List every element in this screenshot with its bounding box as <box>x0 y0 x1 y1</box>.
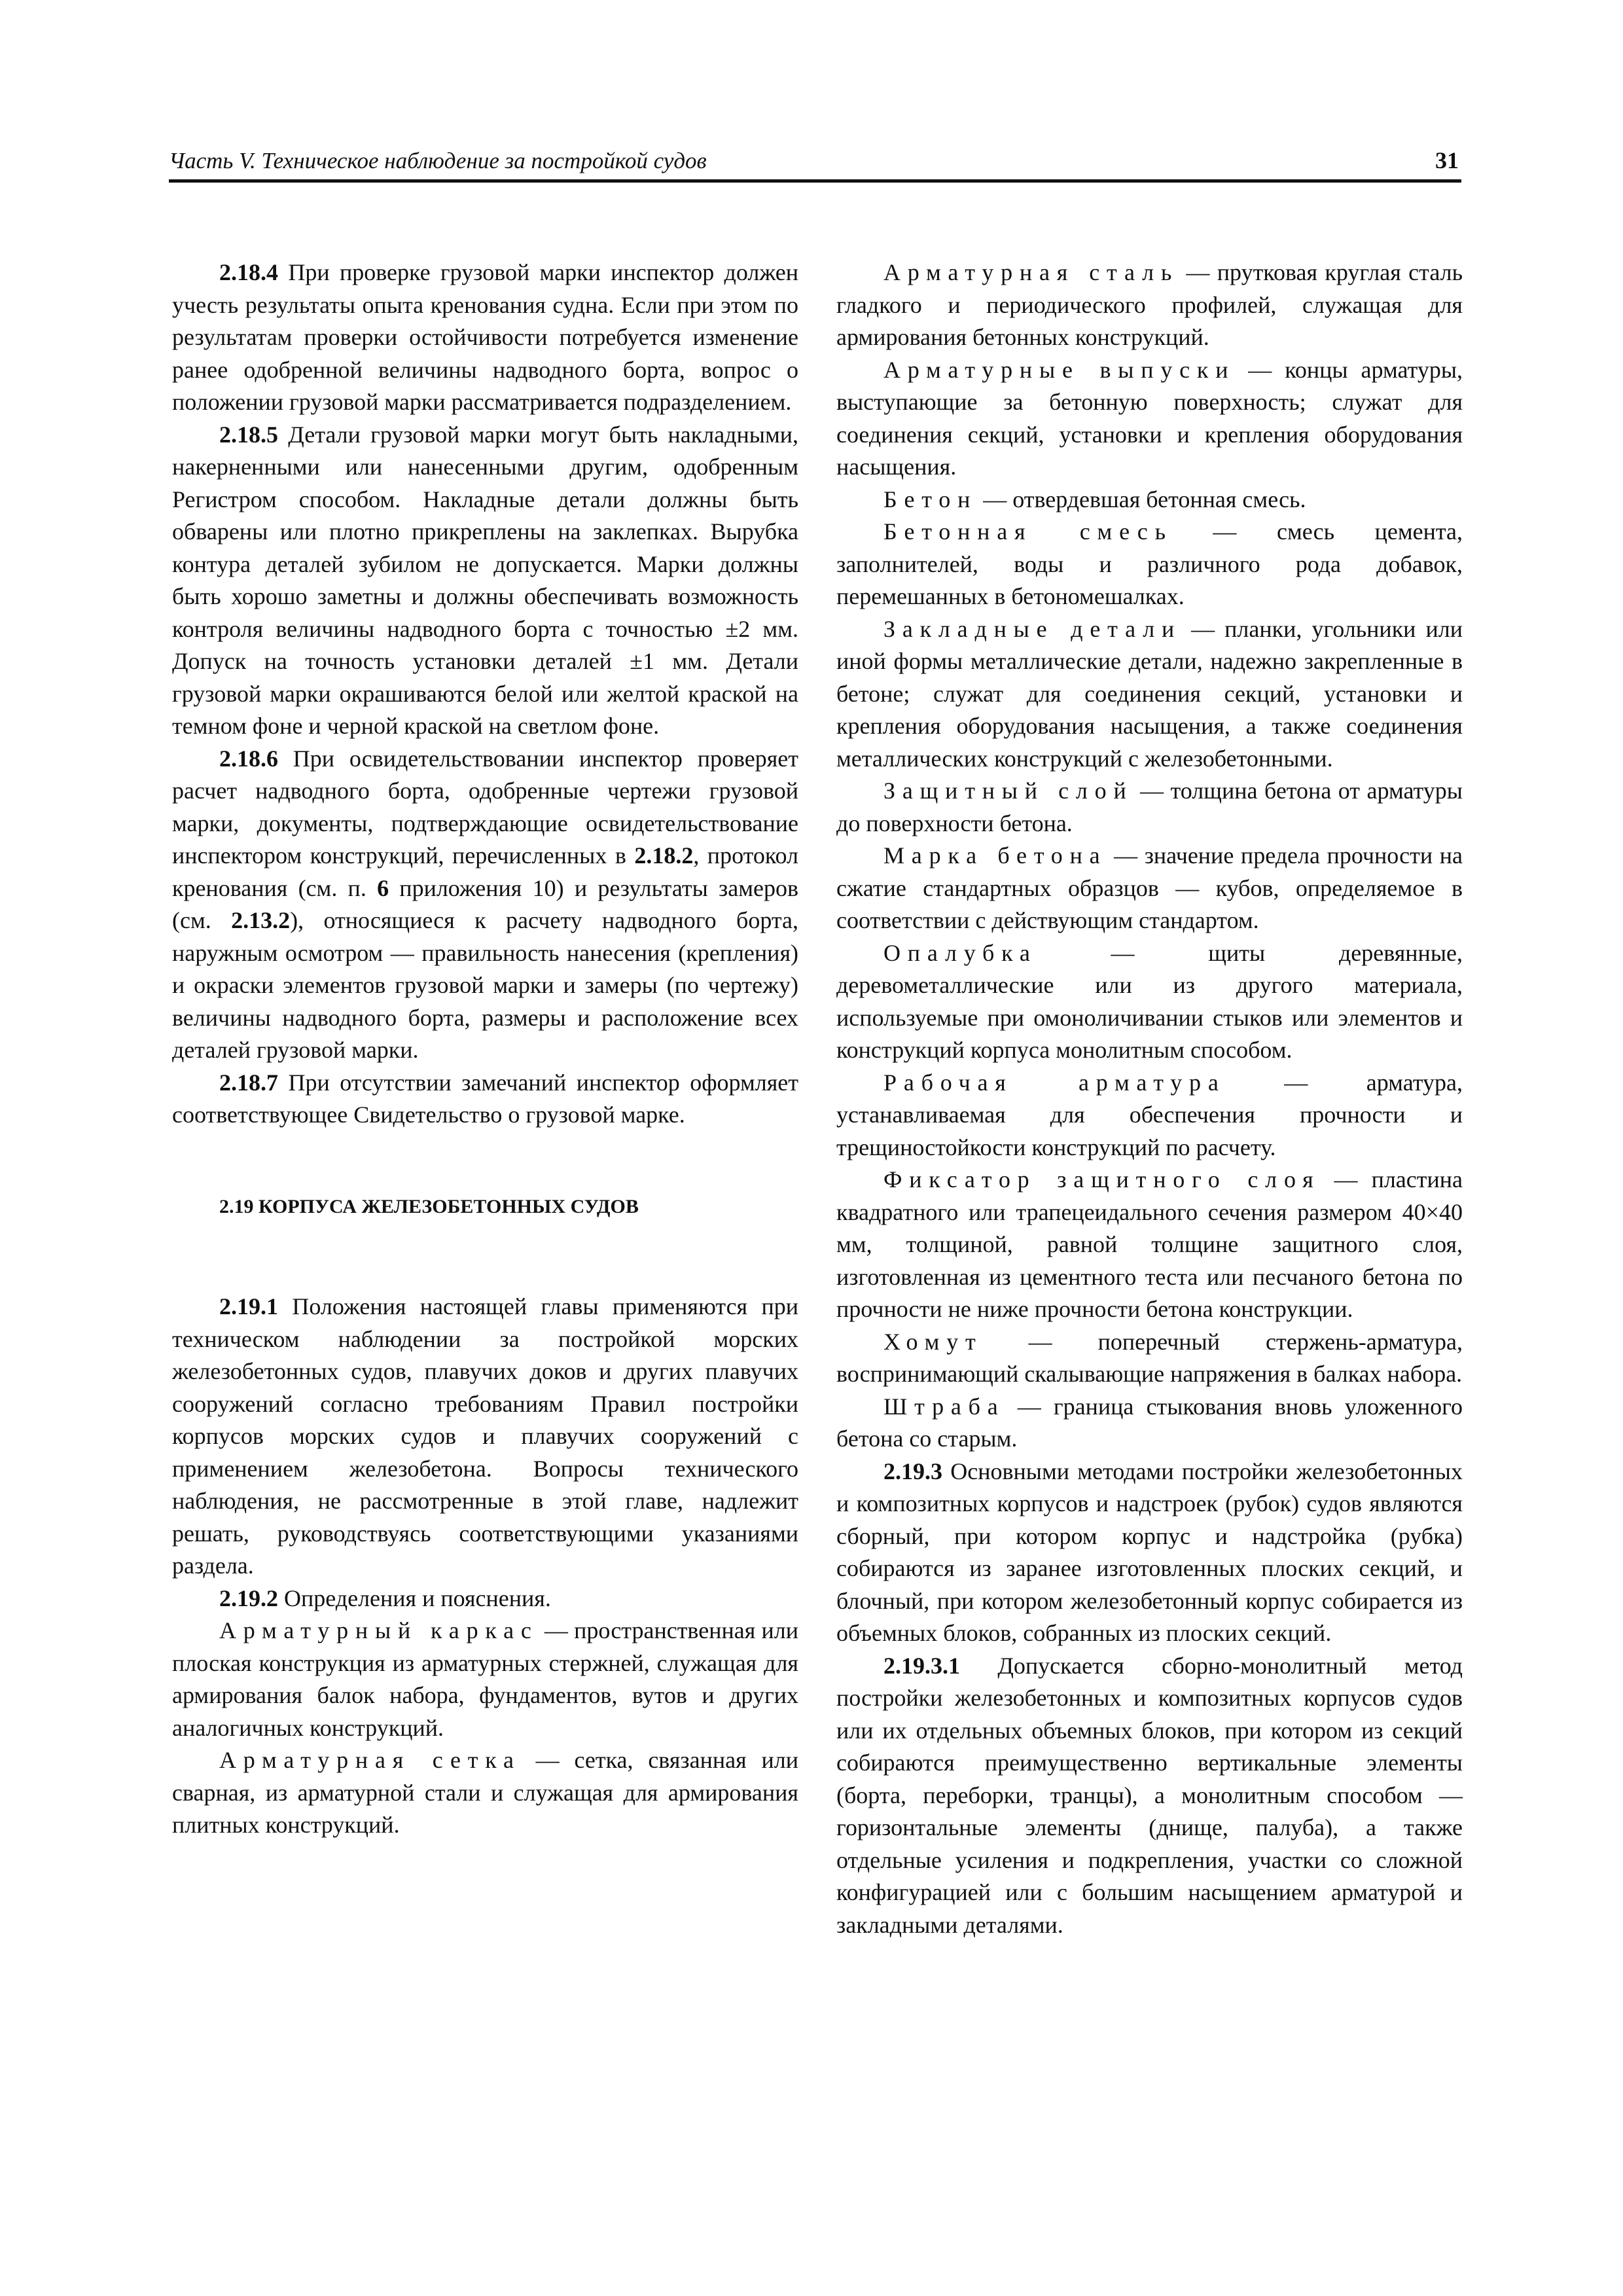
paragraph-text: Детали грузовой марки могут быть накладными, накерненными или нанесенными другим, одобренным Регистром способом. Накладные детали должны быть обварены или плотно прикреплены на заклепках. Вырубка контура деталей зубилом не допускается. Марки должны быть хорошо заметны и должны обеспечивать возможность контроля величины надводного борта с точностью ±2 мм. Допуск на точность установки деталей ±1 мм. Детали грузовой марки окрашиваются белой или желтой краской на темном фоне и черной краской на светлом фоне. <box>172 421 798 739</box>
clause-number: 2.18.5 <box>219 421 278 448</box>
definition-beton <box>836 484 1463 516</box>
definition-term: Арматурные выпуски <box>883 356 1236 383</box>
paragraph-2-18-6 <box>172 743 798 1067</box>
definition-zashchitny-sloy <box>836 775 1463 840</box>
right-column <box>836 257 1463 1941</box>
paragraph-text: ), относящиеся к расчету надводного борта, наружным осмотром — правильность нанесения (крепления) и окраски элементов грузовой марки и замеры (по чертежу) величины надводного борта, размеры и расположение всех деталей грузовой марки. <box>172 907 798 1063</box>
clause-number: 2.18.4 <box>219 259 278 285</box>
paragraph-text: При отсутствии замечаний инспектор оформляет соответствующее Свидетельство о грузовой марке. <box>172 1069 798 1128</box>
definition-shtraba <box>836 1391 1463 1456</box>
paragraph-2-19-3 <box>836 1456 1463 1650</box>
paragraph-2-18-5 <box>172 419 798 743</box>
cross-reference: 6 <box>377 874 389 901</box>
running-header <box>169 145 1461 183</box>
definition-text: — концы арматуры, выступающие за бетонную поверхность; служат для соединения секций, установки и крепления оборудования насыщения. <box>836 356 1463 480</box>
paragraph-text: , протокол кренования (см. п. <box>172 842 799 901</box>
paragraph-2-18-4 <box>172 257 798 419</box>
definition-zakladnye-detali <box>836 613 1463 776</box>
definition-term: Опалубка <box>883 939 1037 966</box>
definition-fiksator <box>836 1164 1463 1326</box>
paragraph-text: Положения настоящей главы применяются при техническом наблюдении за постройкой морских железобетонных судов, плавучих доков и других плавучих сооружений согласно требованиям Правил постройки корпусов морских судов и плавучих сооружений с применением железобетона. Вопросы технического наблюдения, не рассмотренные в этой главе, надлежит решать, руководствуясь соответствующими указаниями раздела. <box>172 1293 798 1579</box>
paragraph-text: Определения и пояснения. <box>278 1585 551 1611</box>
definition-text: — арматура, устанавливаемая для обеспечения прочности и трещиностойкости конструкций по расчету. <box>836 1069 1463 1160</box>
definition-text: — пространственная или плоская конструкция из арматурных стержней, служащая для армирования балок набора, фундаментов, вутов и других аналогичных конструкций. <box>172 1617 798 1741</box>
definition-betonnaya-smes <box>836 516 1463 613</box>
page-number: 31 <box>1435 147 1459 173</box>
definition-term: Марка бетона <box>883 842 1107 869</box>
definition-term: Рабочая арматура <box>883 1069 1226 1096</box>
definition-text: — поперечный стержень-арматура, воспринимающий скалывающие напряжения в балках набора. <box>836 1328 1463 1387</box>
definition-armaturnaya-stal <box>836 257 1463 354</box>
paragraph-2-19-2 <box>172 1583 798 1615</box>
definition-opalubka <box>836 937 1463 1067</box>
definition-term: Арматурная сетка <box>219 1747 521 1773</box>
definition-text: — значение предела прочности на сжатие стандартных образцов — кубов, определяемое в соответствии с действующим стандартом. <box>836 842 1463 933</box>
definition-term: Штраба <box>883 1393 1005 1420</box>
left-column <box>172 257 798 1842</box>
clause-number: 2.19.2 <box>219 1585 278 1611</box>
definition-term: Арматурный каркас <box>219 1617 539 1643</box>
definition-text: — щиты деревянные, деревометаллические или из другого материала, используемые при омоноличивании стыков или элементов и конструкций корпуса монолитным способом. <box>836 939 1463 1063</box>
definition-term: Хомут <box>883 1328 983 1355</box>
definition-term: Фиксатор защитного слоя <box>883 1166 1321 1193</box>
definition-text: — толщина бетона от арматуры до поверхности бетона. <box>836 778 1463 836</box>
paragraph-text: При проверке грузовой марки инспектор должен учесть результаты опыта кренования судна. Если при этом по результатам проверки остойчивости потребуется изменение ранее одобренной величины надводного борта, вопрос о положении грузовой марки рассматривается подразделением. <box>172 259 798 415</box>
definition-term: Закладные детали <box>883 615 1182 642</box>
definition-text: — отвердевшая бетонная смесь. <box>977 486 1306 512</box>
section-heading: 2.19 КОРПУСА ЖЕЛЕЗОБЕТОННЫХ СУДОВ <box>219 1195 639 1217</box>
definition-term: Арматурная сталь <box>883 259 1179 285</box>
paragraph-text: Допускается сборно-монолитный метод постройки железобетонных и композитных корпусов судов или их отдельных объемных блоков, при котором из секций собираются преимущественно вертикальные элементы (борта, переборки, транцы), а монолитным способом — горизонтальные элементы (днище, палуба), а также отдельные усиления и подкрепления, участки со сложной конфигурацией или с большим насыщением арматурой и закладными деталями. <box>836 1652 1463 1938</box>
definition-term: Защитный слой <box>883 778 1133 804</box>
definition-armaturnaya-setka <box>172 1744 798 1842</box>
definition-text: — планки, угольники или иной формы металлические детали, надежно закрепленные в бетоне; служат для соединения секций, установки и крепления оборудования насыщения, а также соединения металлических конструкций с железобетонными. <box>836 615 1463 772</box>
paragraph-2-19-1 <box>172 1291 798 1583</box>
clause-number: 2.18.6 <box>219 745 278 772</box>
paragraph-text: приложения 10) и результаты замеров (см. <box>172 874 798 933</box>
definition-text: — сетка, связанная или сварная, из арматурной стали и служащая для армирования плитных конструкций. <box>172 1747 798 1838</box>
definition-rabochaya-armatura <box>836 1067 1463 1164</box>
cross-reference: 2.13.2 <box>231 907 291 933</box>
clause-number: 2.19.3.1 <box>883 1652 960 1679</box>
paragraph-text: Основными методами постройки железобетонных и композитных корпусов и надстроек (рубок) судов являются сборный, при котором корпус и надстройка (рубка) собираются из заранее изготовленных плоских секций, и блочный, при котором железобетонный корпус собирается из объемных блоков, собранных из плоских секций. <box>836 1458 1463 1646</box>
definition-text: — пластина квадратного или трапецеидального сечения размером 40×40 мм, толщиной, равной толщине защитного слоя, изготовленная из цементного теста или песчаного бетона по прочности не ниже прочности бетона конструкции. <box>836 1166 1463 1322</box>
clause-number: 2.19.1 <box>219 1293 278 1319</box>
definition-text: — граница стыкования вновь уложенного бетона со старым. <box>836 1393 1463 1452</box>
definition-text: — смесь цемента, заполнителей, воды и различного рода добавок, перемешанных в бетономешалках. <box>836 518 1463 609</box>
paragraph-text: При освидетельствовании инспектор проверяет расчет надводного борта, одобренные чертежи грузовой марки, документы, подтверждающие освидетельствование инспектором конструкций, перечисленных в <box>172 745 798 869</box>
cross-reference: 2.18.2 <box>634 842 694 869</box>
definition-armaturnye-vypuski <box>836 354 1463 484</box>
definition-text: — прутковая круглая сталь гладкого и периодического профилей, служащая для армирования бетонных конструкций. <box>836 259 1463 350</box>
clause-number: 2.18.7 <box>219 1069 278 1096</box>
definition-homut <box>836 1326 1463 1391</box>
definition-term: Бетон <box>883 486 978 512</box>
paragraph-2-18-7 <box>172 1067 798 1132</box>
running-title: Часть V. Техническое наблюдение за постройкой судов <box>169 148 707 173</box>
definition-marka-betona <box>836 840 1463 937</box>
definition-term: Бетонная смесь <box>883 518 1173 545</box>
clause-number: 2.19.3 <box>883 1458 942 1484</box>
paragraph-2-19-3-1 <box>836 1650 1463 1942</box>
definition-armaturny-karkas <box>172 1615 798 1744</box>
